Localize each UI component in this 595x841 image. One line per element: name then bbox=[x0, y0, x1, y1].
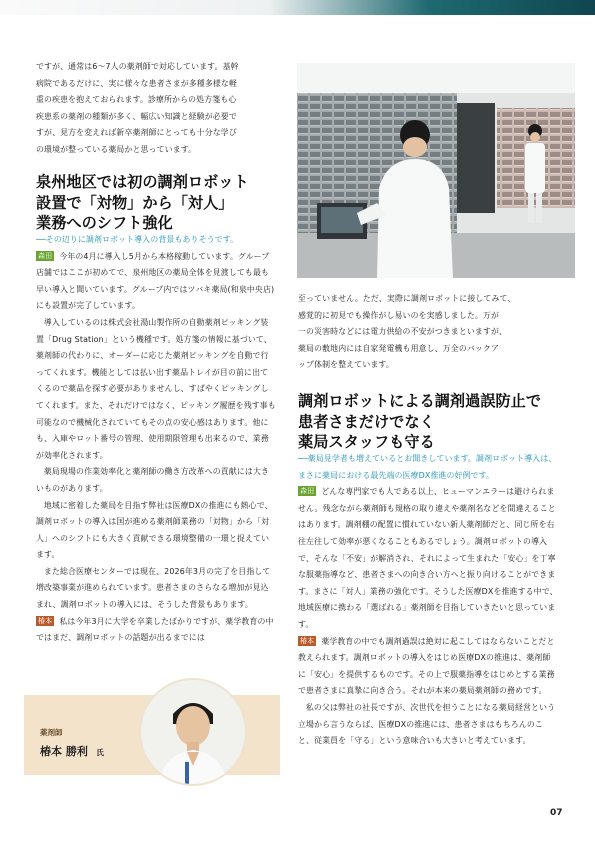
heading-line: 泉州地区では初の調剤ロボット bbox=[36, 173, 249, 191]
paragraph-text: 今年の4月に導入し5月から本格稼動しています。グループ店舗ではここが初めてで、泉州地区の薬局全体を見渡しても最も早い導入と聞いています。グループ内ではツバキ薬局(和泉中央店)にも設置が完了しています。 bbox=[36, 251, 275, 311]
paragraph-text: どんな専門家でも人である以上、ヒューマンエラーは避けられません。残念ながら薬剤師も規格の取り違えや薬剤名などを間違えることはあります。調剤棚の配置に慣れていない新人薬剤師だと、同じ所を右往左往して効率が悪くなることもあるでしょう。調剤ロボットの導入で、そんな「不安」が解消され、それによって生まれた「安心」を丁寧な服薬指導など、患者さまへの向き合い方へと振り向けることができます。まさに「対人」業務の強化です。そうした医療DXを推進する中で、地域医療に携わる「選ばれる」薬剤師を目指していきたいと思っています。 bbox=[298, 487, 558, 629]
header-band bbox=[0, 0, 595, 15]
profile-honorific: 氏 bbox=[96, 748, 104, 757]
profile-name: 椿本 勝利 bbox=[40, 745, 88, 758]
section-heading-1 bbox=[36, 172, 281, 234]
right-continuation bbox=[298, 291, 558, 374]
pharmacy-robot-photo bbox=[297, 63, 575, 278]
text-line: すが、見方を変えれば新卒薬剤師にとっても十分な学び bbox=[36, 128, 237, 138]
text-line: ップ体制を整えています。 bbox=[298, 360, 394, 370]
interview-lead: ──薬局見学者も増えているとお聞きしています。調剤ロボット導入は、まさに薬局における最先端の医療DX推進の好例です。 bbox=[298, 454, 557, 480]
text-line: 一の災害時などには電力供給の不安がつきまといますが、 bbox=[298, 327, 508, 337]
profile-name-line bbox=[40, 740, 104, 759]
page-number: 07 bbox=[550, 808, 563, 818]
text-line: の環境が整っている薬局かと思っています。 bbox=[36, 144, 197, 154]
paragraph bbox=[36, 249, 276, 315]
text-line: 重の疾患を抱えておられます。診療所からの処方箋も心 bbox=[36, 95, 237, 105]
right-body bbox=[298, 451, 558, 750]
heading-line: 薬局スタッフも守る bbox=[298, 433, 435, 451]
text-line: 至っていません。ただ、実際に調剤ロボットに接してみて、 bbox=[298, 294, 516, 303]
text-line: 病院であるだけに、実に様々な患者さまが多種多様な軽 bbox=[36, 78, 238, 88]
heading-line: 調剤ロボットによる調剤過誤防止で bbox=[298, 392, 541, 410]
paragraph: 地域に密着した薬局を目指す弊社は医療DXの推進にも熱心で、調剤ロボットの導入は国が進める薬剤師業務の「対物」から「対人」へのシフトにも大きく貢献できる環境整備の一環と捉えています。 bbox=[36, 500, 273, 560]
paragraph: 導入しているのは株式会社湯山製作所の自動薬剤ピッキング装置「Drug Station」という機種です。処方箋の情報に基づいて、薬剤師の代わりに、オーダーに応じた薬剤ピッキングを自動で行ってくれます。機能としては払い出す薬品トレイが目の前に出てくるので薬品を探す必要がありませんし、すばやくピッキングしてくれます。また、それだけではなく、ピッキング履歴を残す事も可能なので機械化されていてもその点の安心感はあります。他にも、入庫やロット番号の管理、使用期限管理も出来るので、業務が効率化されます。 bbox=[36, 317, 276, 460]
speaker-tag: 椿本 bbox=[300, 636, 315, 645]
left-intro bbox=[36, 59, 276, 159]
paragraph bbox=[298, 634, 558, 700]
profile-card bbox=[24, 695, 280, 775]
section-heading-2 bbox=[298, 391, 563, 453]
text-line: 疾患系の薬剤の種類が多く、幅広い知識と経験が必要で bbox=[36, 111, 237, 121]
paragraph-text: 薬学教育の中でも調剤過誤は絶対に起こしてはならないことだと教えられます。調剤ロボットの導入をはじめ医療DXの推進は、薬剤師に「安心」を提供するものです。その上で服薬指導をはじめとする業務で患者さまに真摯に向き合う。それが本来の薬局薬剤師の務めです。 bbox=[298, 636, 555, 696]
photo-illustration bbox=[297, 63, 575, 278]
speaker-tag: 森田 bbox=[38, 251, 53, 260]
paragraph: また総合医療センターでは現在、2026年3月の完了を目指して増改築事業が進められています。患者さまのさらなる増加が見込まれ、調剤ロボットの導入には、そうした背景もあります。 bbox=[36, 566, 271, 610]
portrait bbox=[141, 680, 245, 784]
paragraph bbox=[36, 614, 276, 647]
text-line: ですが、通常は6〜7人の薬剤師で対応しています。基幹 bbox=[36, 62, 239, 71]
heading-line: 設置で「対物」から「対人」 bbox=[36, 193, 234, 212]
paragraph: 薬局現場の作業効率化と薬剤師の働き方改革への貢献には大きいものがあります。 bbox=[36, 467, 270, 493]
paragraph-text: 私は今年3月に大学を卒業したばかりですが、薬学教育の中ではまだ、調剤ロボットの話題が出るまでには bbox=[36, 616, 274, 643]
heading-line: 業務へのシフト強化 bbox=[36, 214, 173, 232]
text-line: 感覚的に初見でも操作がし易いのを実感しました。万が bbox=[298, 310, 500, 320]
profile-role: 薬剤師 bbox=[40, 728, 63, 737]
speaker-tag: 森田 bbox=[300, 487, 315, 496]
text-line: 薬局の敷地内には自家発電機も用意し、万全のバックア bbox=[298, 343, 500, 353]
heading-line: 患者さまだけでなく bbox=[298, 412, 435, 431]
interview-lead: ──その辺りに調剤ロボット導入の背景もありそうです。 bbox=[36, 235, 239, 244]
speaker-tag: 椿本 bbox=[38, 616, 53, 625]
paragraph: 私の父は弊社の社長ですが、次世代を担うことになる薬局経営という立場から言うならば、医療DXの推進には、患者さまはもちろんのこと、従業員を「守る」という意味合いも大きいと考えています。 bbox=[298, 702, 556, 746]
portrait-illustration bbox=[141, 680, 245, 784]
left-body bbox=[36, 232, 276, 647]
paragraph bbox=[298, 484, 558, 633]
